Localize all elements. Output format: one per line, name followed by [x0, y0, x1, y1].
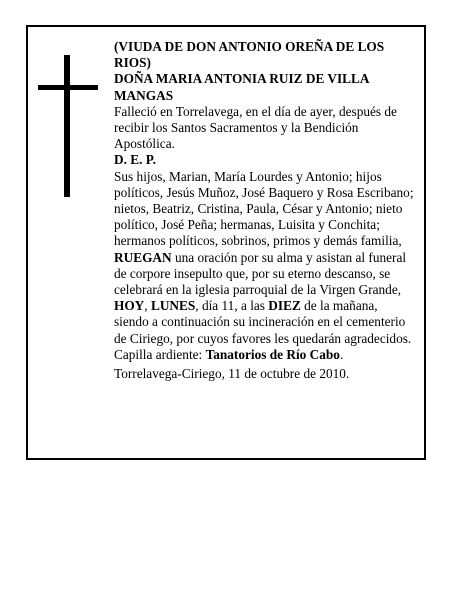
ruegan-word: RUEGAN — [114, 249, 172, 265]
cross-icon — [64, 55, 70, 197]
widow-line: (VIUDA DE DON ANTONIO OREÑA DE LOS RIOS) — [114, 39, 385, 71]
hoy-word: HOY — [114, 298, 145, 314]
deceased-name: DOÑA MARIA ANTONIA RUIZ DE VILLA MANGAS — [114, 71, 369, 103]
diez-word: DIEZ — [268, 298, 301, 314]
capilla-line — [114, 347, 414, 363]
funeral-paragraph — [114, 250, 414, 347]
family-list: Sus hijos, Marian, María Lourdes y Antonio; hijos políticos, Jesús Muñoz, José Baquero y Rosa Escribano; nietos, Beatriz, Cristina, Paula, César y Antonio; nieto político, José Peña; hermanas, Luisita y Conchita; hermanos políticos, sobrinos, primos y demás familia, — [114, 168, 414, 249]
ruegan-text: una oración por su alma y asistan al funeral de corpore insepulto que, por su eterno descanso, se celebrará en la iglesia parroquial de la Virgen Grande, — [114, 249, 407, 298]
comma-text: , — [144, 298, 151, 314]
rip-line: D. E. P. — [114, 152, 156, 168]
time-text: de la mañana, siendo a continuación su incineración en el cementerio de Ciriego, por cuyos favores les quedarán agradecidos. — [114, 298, 412, 346]
lunes-word: LUNES — [150, 298, 196, 314]
capilla-label: Capilla ardiente: — [114, 346, 206, 362]
cross-icon-bar — [38, 85, 98, 90]
death-announcement: Falleció en Torrelavega, en el día de ayer, después de recibir los Santos Sacramentos y la Bendición Apostólica. — [114, 103, 397, 152]
place-date: Torrelavega-Ciriego, 11 de octubre de 2010. — [114, 366, 350, 382]
obituary-text — [114, 39, 414, 382]
day-text: , día 11, a las — [195, 298, 269, 314]
capilla-place: Tanatorios de Río Cabo — [205, 346, 340, 362]
capilla-end: . — [339, 346, 344, 362]
